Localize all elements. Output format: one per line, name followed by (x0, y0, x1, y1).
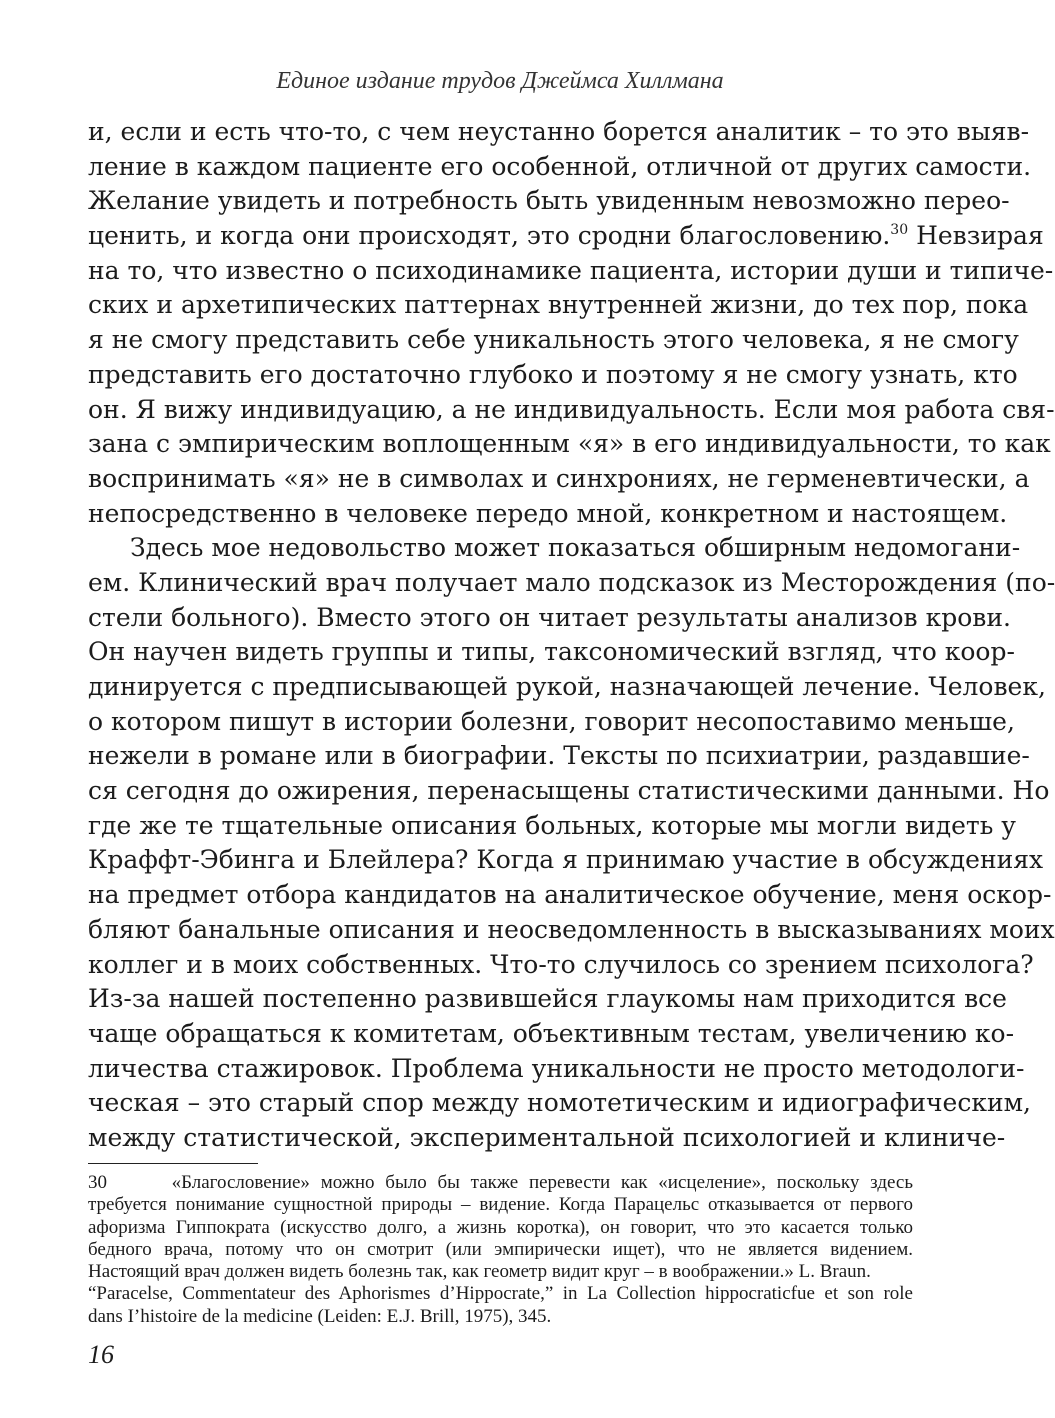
text-line: на предмет отбора кандидатов на аналитическое обучение, меня оскор- (88, 880, 1052, 910)
running-header: Единое издание трудов Джеймса Хиллмана (276, 68, 724, 94)
footnote-line: “Paracelse, Commentateur des Aphorismes d’Hippocrate,” in La Collection hippocraticfue et son role (88, 1283, 913, 1305)
footnote-line: 30 «Благословение» можно было бы также перевести как «исцеление», поскольку здесь (88, 1172, 913, 1193)
text-line: ся сегодня до ожирения, перенасыщены статистическими данными. Но (88, 776, 1050, 806)
footnote-line: dans I’histoire de la medicine (Leiden: E.J. Brill, 1975), 345. (88, 1305, 552, 1327)
text-line: личества стажировок. Проблема уникальности не просто методологи- (88, 1053, 1025, 1083)
text-line: ских и архетипических паттернах внутренней жизни, до тех пор, пока (88, 290, 1029, 320)
text-line: непосредственно в человеке передо мной, конкретном и настоящем. (88, 498, 1008, 528)
footnote (88, 1172, 913, 1328)
main-text (88, 115, 1055, 1156)
page-number: 16 (88, 1340, 114, 1369)
text-segment: Невзирая (908, 221, 1044, 251)
text-segment: ценить, и когда они происходят, это сродни благословению. (88, 221, 891, 251)
text-line: зана с эмпирическим воплощенным «я» в его индивидуальности, то как (88, 429, 1051, 459)
text-line: Из-за нашей постепенно развившейся глаукомы нам приходится все (88, 984, 1007, 1014)
text-line: Здесь мое недовольство может показаться обширным недомогани- (130, 533, 1021, 563)
text-line: я не смогу представить себе уникальность этого человека, я не смогу (88, 325, 1019, 355)
footnote-line: афоризма Гиппократа (искусство долго, а жизнь коротка), он говорит, что это касается только (88, 1216, 913, 1238)
text-line: воспринимать «я» не в символах и синхрониях, не герменевтически, а (88, 463, 1030, 493)
text-line: ческая – это старый спор между номотетическим и идиографическим, (88, 1088, 1032, 1118)
footnote-line: Настоящий врач должен видеть болезнь так, как геометр видит круг – в воображении.» L. Braun. (88, 1261, 871, 1283)
text-line-with-footnote (88, 219, 1044, 254)
text-line: нежели в романе или в биографии. Тексты по психиатрии, раздавшие- (88, 741, 1030, 771)
text-line: Желание увидеть и потребность быть увиденным невозможно перео- (88, 186, 1010, 216)
text-line: между статистической, экспериментальной психологией и клиниче- (88, 1122, 1006, 1152)
text-line: бляют банальные описания и неосведомленность в высказываниях моих (88, 914, 1055, 944)
footnote-line: требуется понимание сущностной природы – видение. Когда Парацельс отказывается от первого (88, 1194, 913, 1216)
text-line: коллег и в моих собственных. Что-то случилось со зрением психолога? (88, 949, 1034, 979)
text-line: ление в каждом пациенте его особенной, отличной от других самости. (88, 151, 1032, 181)
text-line: чаще обращаться к комитетам, объективным тестам, увеличению ко- (88, 1018, 1015, 1048)
text-line: и, если и есть что-то, с чем неустанно борется аналитик – то это выяв- (88, 117, 1030, 146)
text-line: на то, что известно о психодинамике пациента, истории души и типиче- (88, 255, 1054, 285)
text-line: Краффт-Эбинга и Блейлера? Когда я принимаю участие в обсуждениях (88, 845, 1044, 875)
footnote-reference[interactable]: 30 (890, 221, 909, 238)
text-line: он. Я вижу индивидуацию, а не индивидуальность. Если моя работа свя- (88, 394, 1055, 424)
text-line: ем. Клинический врач получает мало подсказок из Месторождения (по- (88, 567, 1055, 597)
text-line: где же те тщательные описания больных, которые мы могли видеть у (88, 810, 1017, 840)
footnote-divider (88, 1163, 258, 1164)
text-line: динируется с предписывающей рукой, назначающей лечение. Человек, (88, 672, 1046, 701)
footnote-line: бедного врача, потому что он смотрит (или эмпирически ищет), что не является видением. (88, 1238, 913, 1260)
text-line: представить его достаточно глубоко и поэтому я не смогу узнать, кто (88, 359, 1018, 389)
text-line: Он научен видеть группы и типы, таксономический взгляд, что коор- (88, 637, 1015, 667)
text-line: о котором пишут в истории болезни, говорит несопоставимо меньше, (88, 706, 1015, 736)
text-line: стели больного). Вместо этого он читает результаты анализов крови. (88, 602, 1011, 632)
